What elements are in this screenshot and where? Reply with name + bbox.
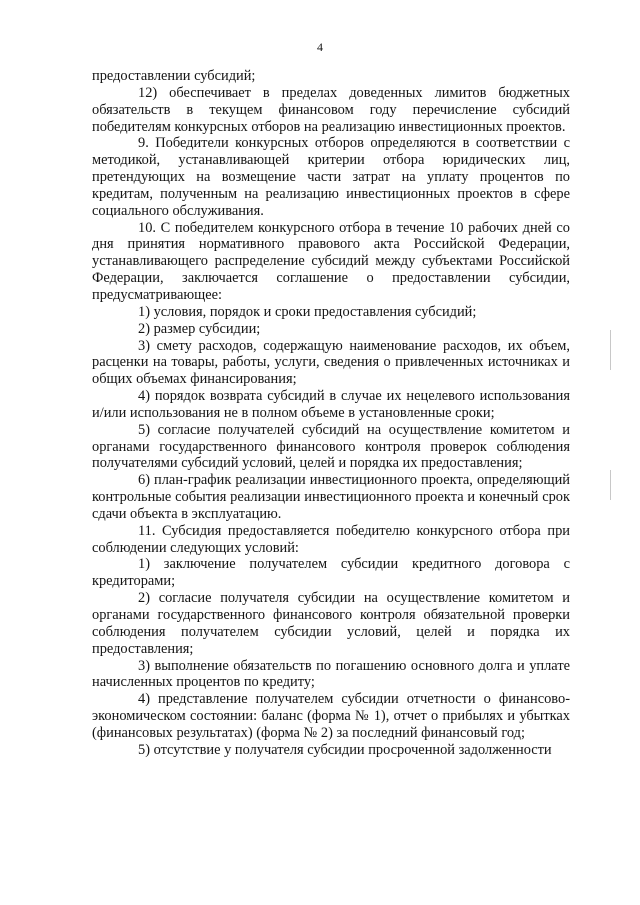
paragraph-clause-10-item-1: 1) условия, порядок и сроки предоставления субсидий; [138, 303, 477, 320]
paragraph-clause-9: 9. Победители конкурсных отборов определяются в соответствии с методикой, устанавливающей критерии отбора юридических лиц, претендующих на возмещение части затрат на уплату процентов по кредитам, полученным на реализацию инвестиционных проектов в сфере социального обслуживания. [92, 135, 570, 219]
paragraph-clause-10: 10. С победителем конкурсного отбора в течение 10 рабочих дней со дня принятия нормативного правового акта Российской Федерации, устанавливающего распределение субсидий между субъектами Российской Федерации, заключается соглашение о предоставлении субсидии, предусматривающее: [92, 219, 570, 303]
paragraph-clause-10-item-5: 5) согласие получателей субсидий на осуществление комитетом и органами государственного финансового контроля проверок соблюдения получателями субсидий условий, целей и порядка их предоставления; [92, 421, 570, 472]
scan-margin-mark [610, 330, 611, 370]
paragraph-clause-11-item-4: 4) представление получателем субсидии отчетности о финансово-экономическом состоянии: баланс (форма № 1), отчет о прибылях и убытках (финансовых результатах) (форма № 2) за последний финансовый год; [92, 691, 570, 741]
page-number: 4 [317, 40, 323, 54]
document-body [92, 68, 570, 759]
paragraph-clause-11: 11. Субсидия предоставляется победителю конкурсного отбора при соблюдении следующих условий: [92, 522, 570, 556]
paragraph-continuation: предоставлении субсидий; [92, 68, 256, 84]
paragraph-clause-10-item-3: 3) смету расходов, содержащую наименование расходов, их объем, расценки на товары, работы, услуги, сведения о привлеченных источниках и общих объемах финансирования; [92, 337, 570, 388]
paragraph-clause-11-item-3: 3) выполнение обязательств по погашению основного долга и уплате начисленных процентов по кредиту; [92, 657, 570, 691]
paragraph-clause-10-item-6: 6) план-график реализации инвестиционного проекта, определяющий контрольные события реализации инвестиционного проекта и конечный срок сдачи объекта в эксплуатацию. [92, 472, 570, 522]
scan-margin-mark [610, 470, 611, 500]
paragraph-clause-11-item-1: 1) заключение получателем субсидии кредитного договора с кредиторами; [92, 556, 570, 590]
paragraph-clause-11-item-2: 2) согласие получателя субсидии на осуществление комитетом и органами государственного финансового контроля обязательной проверки соблюдения получателем субсидии условий, целей и порядка их предоставления; [92, 590, 570, 657]
paragraph-clause-10-item-4: 4) порядок возврата субсидий в случае их нецелевого использования и/или использования не в полном объеме в установленные сроки; [92, 388, 570, 421]
paragraph-item-12: 12) обеспечивает в пределах доведенных лимитов бюджетных обязательств в текущем финансовом году перечисление субсидий победителям конкурсных отборов на реализацию инвестиционных проектов. [92, 84, 570, 135]
paragraph-clause-10-item-2: 2) размер субсидии; [138, 320, 261, 337]
paragraph-clause-11-item-5: 5) отсутствие у получателя субсидии просроченной задолженности [138, 741, 552, 758]
